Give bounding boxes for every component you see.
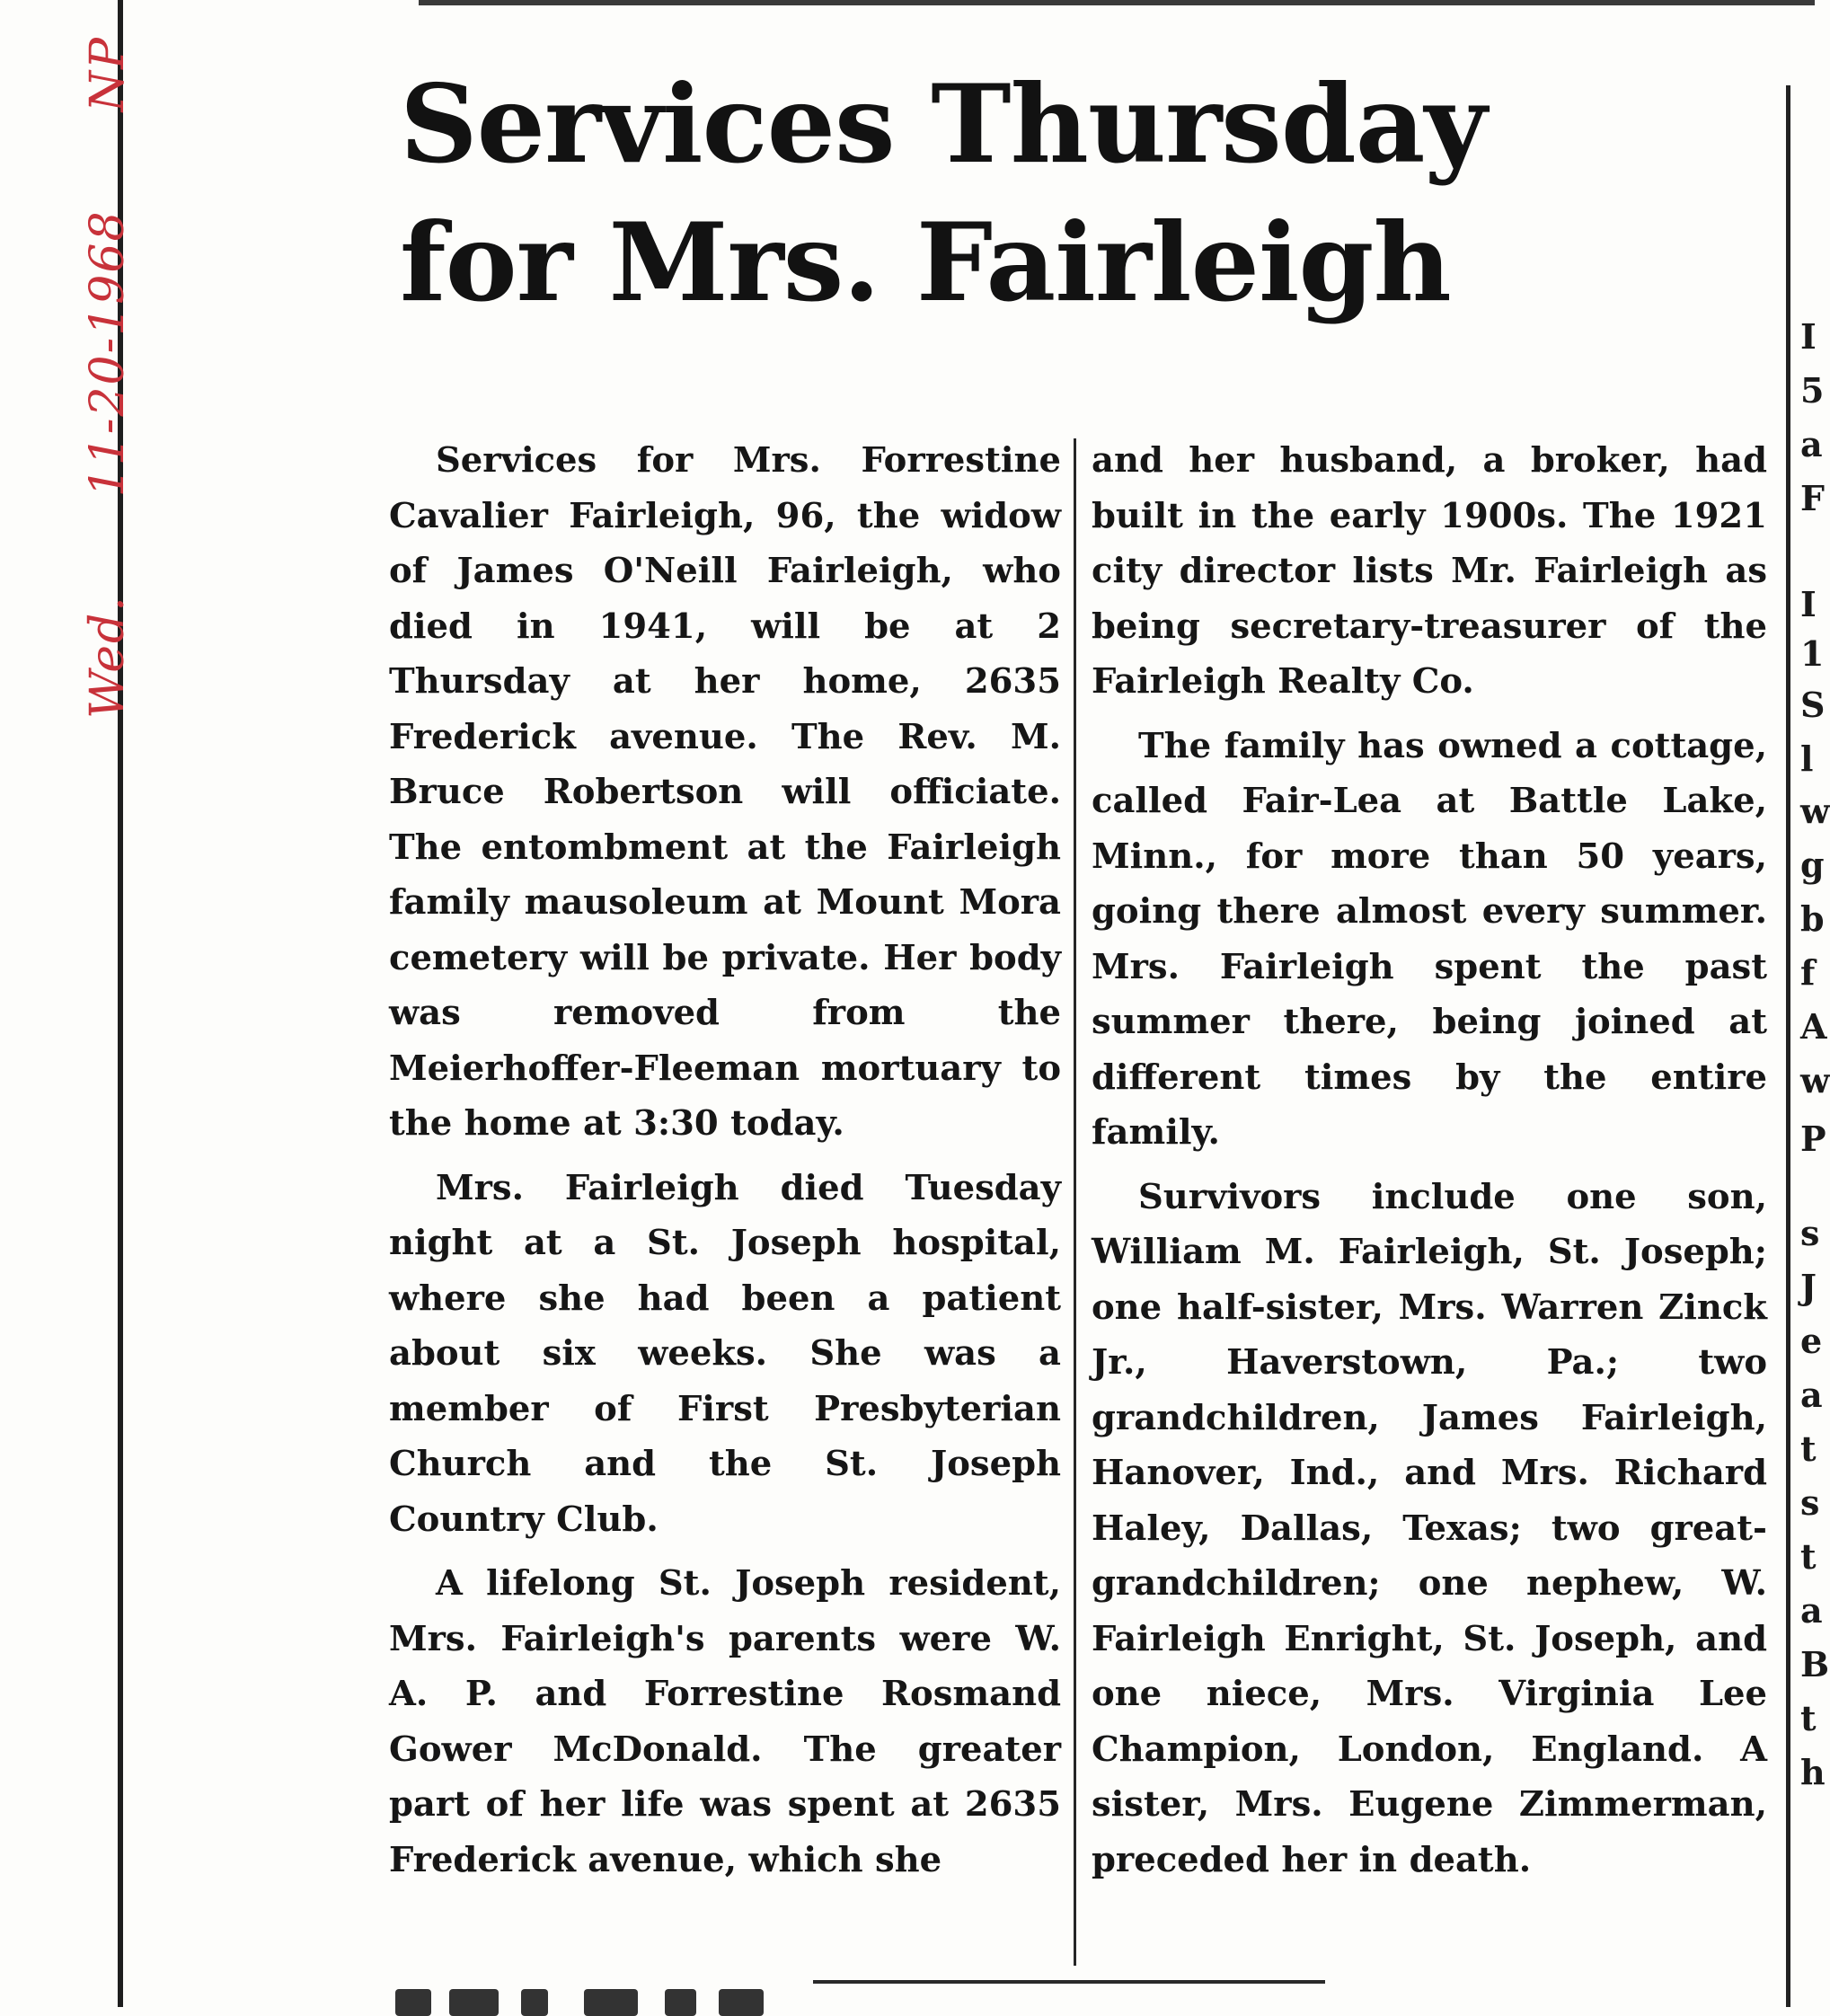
adjacent-column-letter: S [1800,685,1826,725]
handwritten-source: NP [81,36,135,112]
adjacent-column-letter: w [1800,791,1830,831]
adjacent-column-letter: A [1800,1006,1827,1047]
adjacent-column-letter: s [1800,1482,1820,1523]
adjacent-column-letter: t [1800,1698,1817,1738]
cropped-text-fragment [395,1984,1563,2007]
adjacent-column-letter: 5 [1800,370,1825,411]
adjacent-column-letter: 1 [1800,633,1825,674]
article-paragraph: A lifelong St. Joseph resident, Mrs. Fairleigh's parents were W. A. P. and Forrestine Rosmand Gower McDonald. The greater part of her life was spent at 2635 Frederick avenue, which she [389,1563,1061,1880]
adjacent-column-fragment [1799,0,1830,2007]
adjacent-column-letter: I [1800,584,1817,624]
adjacent-column-letter: b [1800,898,1825,939]
adjacent-column-letter: F [1800,478,1825,518]
right-column-rule [1786,85,1790,2007]
adjacent-column-letter: h [1800,1752,1826,1792]
adjacent-column-letter: e [1800,1321,1823,1361]
adjacent-column-letter: t [1800,1428,1817,1469]
article-paragraph: Survivors include one son, William M. Fairleigh, St. Joseph; one half-sister, Mrs. Warren Zinck Jr., Haverstown, Pa.; two grandchildren, James Fairleigh, Hanover, Ind., and Mrs. Richard Haley, Dallas, Texas; two great-grandchildren; one nephew, W. Fairleigh Enright, St. Joseph, and one niece, Mrs. Virginia Lee Champion, London, England. A sister, Mrs. Eugene Zimmerman, preceded her in death. [1092,1176,1767,1880]
headline-line-1: Services Thursday [400,61,1487,188]
article-paragraph: Mrs. Fairleigh died Tuesday night at a St. Joseph hospital, where she had been a patient about six weeks. She was a member of First Presbyterian Church and the St. Joseph Country Club. [389,1167,1061,1540]
adjacent-column-letter: B [1800,1644,1830,1684]
adjacent-column-letter: f [1800,952,1816,993]
article-headline [400,56,1595,332]
adjacent-column-letter: l [1800,738,1814,779]
article-column-left [389,433,1061,1942]
article-column-right [1092,433,1767,1942]
adjacent-column-letter: a [1800,1375,1823,1415]
adjacent-column-letter: I [1800,316,1817,357]
article-paragraph: The family has owned a cottage, called Fair-Lea at Battle Lake, Minn., for more than 50 years, going there almost every summer. Mrs. Fairleigh spent the past summer there, being joined at different times by the entire family. [1092,725,1767,1153]
adjacent-column-letter: g [1800,844,1825,885]
headline-line-2: for Mrs. Fairleigh [400,199,1451,326]
handwritten-date: 11-20-1968 [81,209,135,498]
article-paragraph-continued: and her husband, a broker, had built in the early 1900s. The 1921 city director lists Mr. Fairleigh as being secretary-treasurer of the Fairleigh Realty Co. [1092,440,1767,702]
adjacent-column-letter: s [1800,1213,1820,1253]
adjacent-column-letter: a [1800,1590,1823,1631]
handwritten-day: Wed. [81,595,135,719]
adjacent-column-letter: J [1800,1267,1817,1307]
top-rule [419,0,1815,5]
adjacent-column-letter: P [1800,1119,1826,1159]
adjacent-column-letter: a [1800,424,1823,464]
column-divider [1074,438,1076,1966]
handwritten-date-note [81,36,135,719]
article-paragraph: Services for Mrs. Forrestine Cavalier Fairleigh, 96, the widow of James O'Neill Fairleigh, who died in 1941, will be at 2 Thursday at her home, 2635 Frederick avenue. The Rev. M. Bruce Robertson will officiate. The entombment at the Fairleigh family mausoleum at Mount Mora cemetery will be private. Her body was removed from the Meierhoffer-Fleeman mortuary to the home at 3:30 today. [389,440,1061,1144]
adjacent-column-letter: t [1800,1536,1817,1577]
adjacent-column-letter: w [1800,1060,1830,1101]
